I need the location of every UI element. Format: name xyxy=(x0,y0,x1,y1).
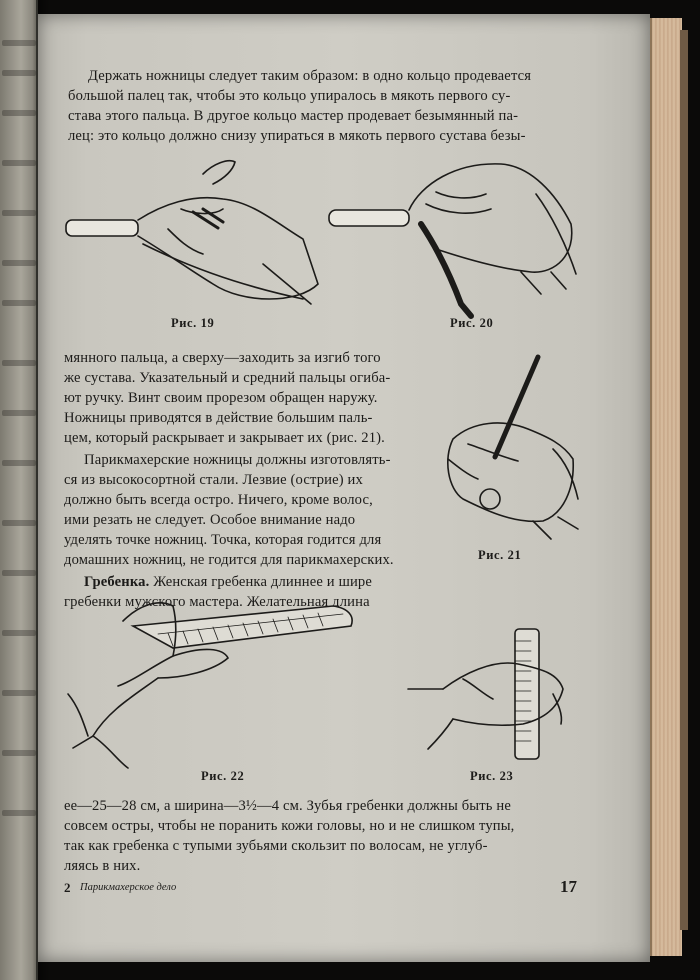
page-number: 17 xyxy=(560,877,577,896)
text-line: цем, который раскрывает и закрывает их (рис. 21). xyxy=(64,430,385,446)
book-page xyxy=(38,14,650,962)
figure-caption: Рис. 21 xyxy=(478,548,522,562)
figure-caption: Рис. 23 xyxy=(470,769,514,783)
signature-title: Парикмахерское дело xyxy=(80,882,177,893)
text-line: ими резать не следует. Особое внимание надо xyxy=(64,512,356,528)
hand-holding-comb-icon xyxy=(403,619,593,769)
text-line: Парикмахерские ножницы должны изготовлять- xyxy=(84,452,391,468)
text-line: уделять точке ножниц. Точка, которая годится для xyxy=(64,532,382,548)
hand-holding-scissors-icon xyxy=(433,349,593,549)
signature-number: 2 xyxy=(64,880,71,895)
figure-caption: Рис. 20 xyxy=(450,316,494,330)
text-line: гребенки мужского мастера. Желательная длина xyxy=(64,594,370,610)
text-line: Ножницы приводятся в действие большим паль- xyxy=(64,410,373,426)
hand-holding-comb-icon xyxy=(63,586,363,771)
figure-caption: Рис. 22 xyxy=(201,769,245,783)
text-line: же сустава. Указательный и средний пальцы огиба- xyxy=(64,370,391,386)
text-line: мянного пальца, а сверху—заходить за изгиб того xyxy=(64,350,381,366)
text-line: лец: это кольцо должно снизу упираться в мякоть первого сустава безы- xyxy=(68,128,526,144)
text-line: домашних ножниц, не годится для парикмахерских. xyxy=(64,552,394,568)
text-line: ляясь в них. xyxy=(64,858,141,874)
text-line: ся из высокосортной стали. Лезвие (острие) их xyxy=(64,472,363,488)
figure-caption: Рис. 19 xyxy=(171,316,215,330)
text-line: ют ручку. Винт своим прорезом обращен наружу. xyxy=(64,390,378,406)
text-line: Держать ножницы следует таким образом: в одно кольцо продевается xyxy=(88,68,532,84)
text-line: ее—25—28 см, а ширина—3½—4 см. Зубья гребенки должны быть не xyxy=(64,798,511,814)
text-line: большой палец так, чтобы это кольцо упиралось в мякоть первого су- xyxy=(68,88,511,104)
text-line: должно быть всегда остро. Ничего, кроме волос, xyxy=(64,492,373,508)
comb-text: Женская гребенка длиннее и шире xyxy=(149,574,372,590)
book-page-edges xyxy=(650,18,682,956)
hand-holding-scissors-icon xyxy=(326,154,586,324)
text-line: совсем остры, чтобы не поранить кожи головы, но и не слишком тупы, xyxy=(64,818,515,834)
text-line: так как гребенка с тупыми зубьями скользит по волосам, не углуб- xyxy=(64,838,488,854)
previous-page-edge xyxy=(0,0,38,980)
hand-holding-scissors-icon xyxy=(63,154,323,324)
text-line: става этого пальца. В другое кольцо мастер продевает безымянный па- xyxy=(68,108,519,124)
comb-heading: Гребенка. xyxy=(84,574,150,590)
book-cover-edge xyxy=(680,30,688,930)
